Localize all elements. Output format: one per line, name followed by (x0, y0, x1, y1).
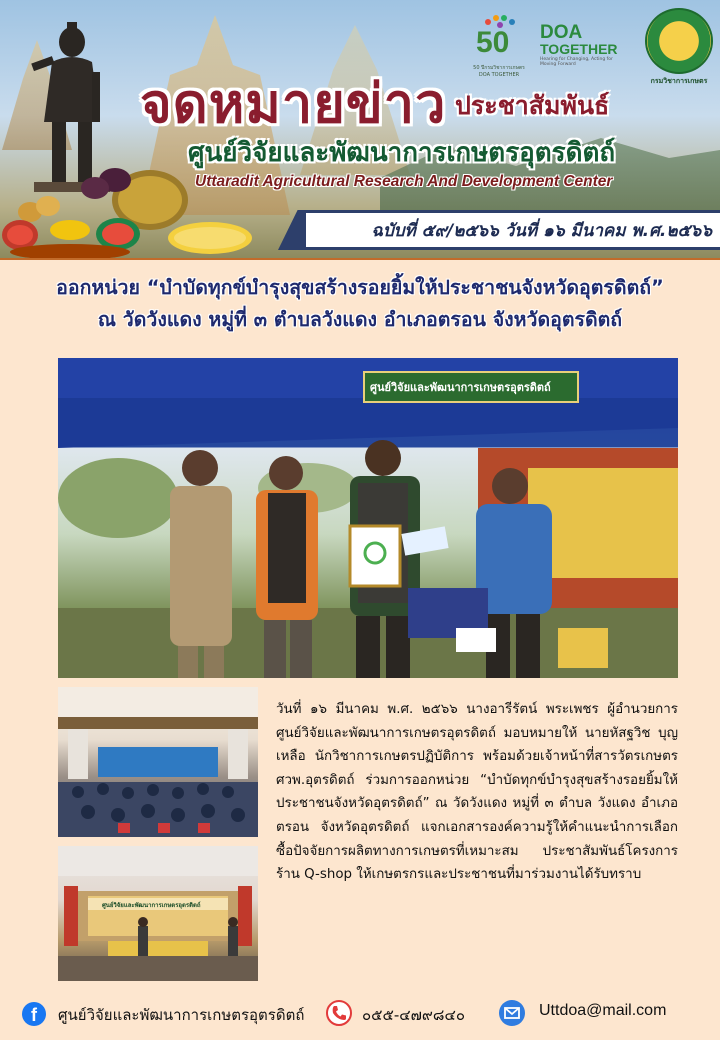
stage-photo (58, 846, 258, 981)
logo-together-text: TOGETHER (540, 41, 618, 57)
doa-50-years-logo (468, 12, 530, 78)
audience-photo (58, 687, 258, 837)
header-divider (0, 258, 720, 260)
center-name-english: Uttaradit Agricultural Research And Development Center (195, 173, 613, 190)
mail-icon[interactable] (499, 1000, 525, 1026)
issue-bar-flag (278, 210, 306, 250)
newsletter-subtitle: ประชาสัมพันธ์ (455, 91, 610, 120)
logo-50-number: 50 (476, 26, 510, 59)
issue-bar (298, 210, 720, 250)
logo-50-caption: 50 ปีกรมวิชาการเกษตร DOA TOGETHER (473, 65, 525, 78)
facebook-page-link[interactable]: ศูนย์วิจัยและพัฒนาการเกษตรอุตรดิตถ์ (58, 1006, 305, 1024)
article-paragraph: วันที่ ๑๖ มีนาคม พ.ศ. ๒๕๖๖ นางอารีรัตน์ พระเพชร ผู้อำนวยการศูนย์วิจัยและพัฒนาการเกษตรอุตรดิตถ์ มอบหมายให้ นายหัสฐวิช บุญเหลือ นักวิชาการเกษตรปฏิบัติการ พร้อมด้วยเจ้าหน้าที่สารวัตรเกษตร ศวพ.อุตรดิตถ์ ร่วมการออกหน่วย “บำบัดทุกข์บำรุงสุขสร้างรอยยิ้มให้ประชาชนจังหวัดอุตรดิตถ์” ณ วัดวังแดง หมู่ที่ ๓ ตำบล วังแดง อำเภอตรอน จังหวัดอุตรดิตถ์ แจกเอกสารองค์ความรู้ให้คำแนะนำการเลือกซื้อปัจจัยการผลิตทางการเกษตรที่เหมาะสม ประชาสัมพันธ์โครงการร้าน Q-shop ให้เกษตรกรและประชาชนที่มาร่วมงานได้รับทราบ (276, 702, 678, 883)
logo-doa-text: DOA (540, 22, 583, 43)
phone-number[interactable]: ๐๕๕-๔๗๙๘๔๐ (362, 1006, 465, 1024)
doa-together-logo (540, 22, 630, 72)
phone-icon[interactable] (326, 1000, 352, 1026)
email-address[interactable]: Uttdoa@mail.com (539, 1002, 667, 1019)
headline-line-1: ออกหน่วย “บำบัดทุกข์บำรุงสุขสร้างรอยยิ้มให้ประชาชนจังหวัดอุตรดิตถ์” (56, 276, 664, 299)
contact-footer (0, 988, 720, 1040)
facebook-icon[interactable]: f (22, 1002, 46, 1026)
center-name-thai: ศูนย์วิจัยและพัฒนาการเกษตรอุตรดิตถ์ (188, 138, 616, 168)
logo-together-tagline: Hearing for Changing, Acting for Moving Forward (540, 57, 613, 67)
newsletter-title: จดหมายข่าว (140, 72, 447, 135)
article-headline (0, 272, 720, 336)
headline-line-2: ณ วัดวังแดง หมู่ที่ ๓ ตำบลวังแดง อำเภอตรอน จังหวัดอุตรดิตถ์ (97, 308, 623, 331)
article-body (276, 698, 678, 887)
department-seal-logo (645, 8, 713, 74)
main-event-photo (58, 358, 678, 678)
stage-banner-text: ศูนย์วิจัยและพัฒนาการเกษตรอุตรดิตถ์ (102, 902, 201, 909)
booth-banner-text: ศูนย์วิจัยและพัฒนาการเกษตรอุตรดิตถ์ (370, 381, 551, 394)
newsletter-header (0, 0, 720, 258)
issue-number-date: ฉบับที่ ๕๙/๒๕๖๖ วันที่ ๑๖ มีนาคม พ.ศ.๒๕๖๖ (371, 220, 712, 241)
seal-caption: กรมวิชาการเกษตร (650, 77, 708, 85)
